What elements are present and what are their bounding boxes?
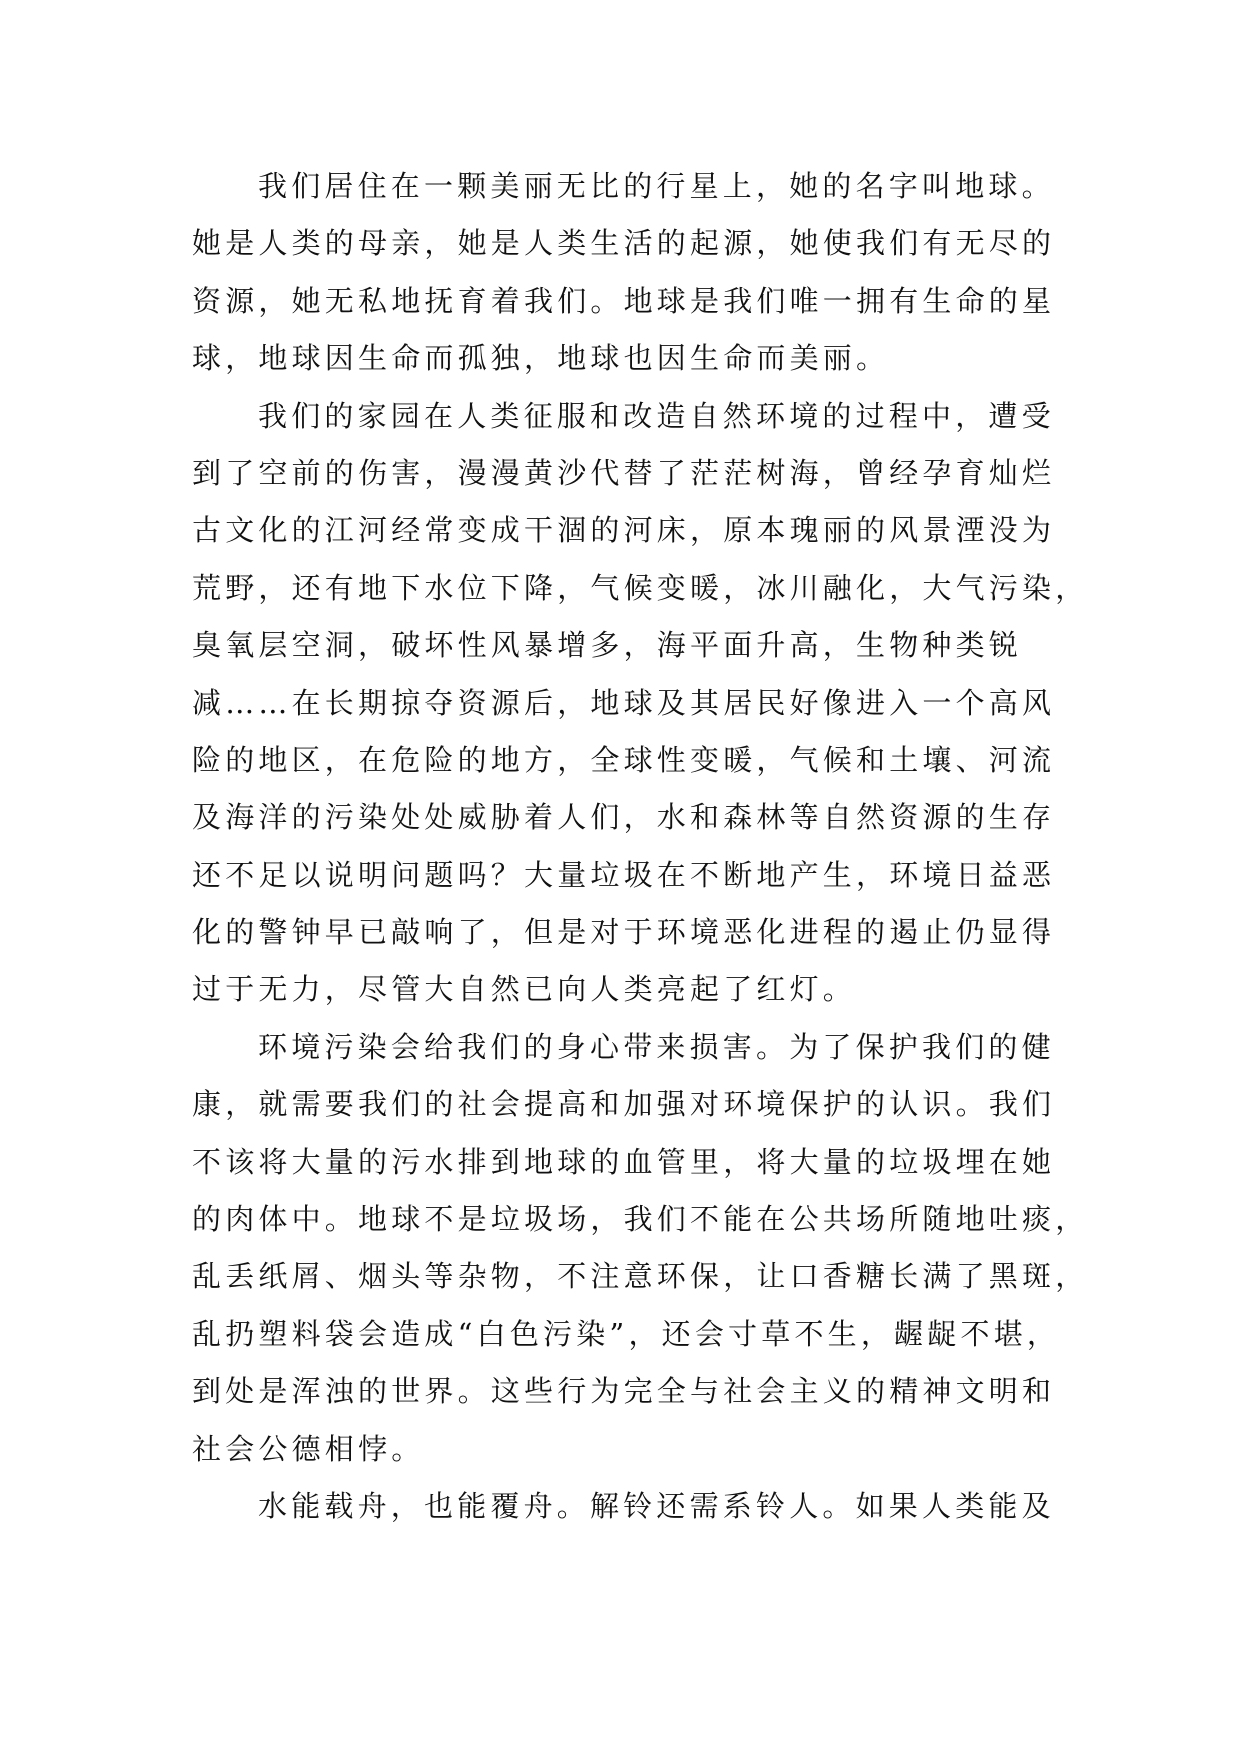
text-line: 古文化的江河经常变成干涸的河床，原本瑰丽的风景湮没为 xyxy=(192,513,1056,548)
document-body xyxy=(192,158,1089,1535)
text-line: 及海洋的污染处处威胁着人们，水和森林等自然资源的生存 xyxy=(192,800,1056,835)
text-line: 不该将大量的污水排到地球的血管里，将大量的垃圾埋在她 xyxy=(192,1144,1056,1179)
paragraph-1 xyxy=(192,158,1067,388)
text-line: 到处是浑浊的世界。这些行为完全与社会主义的精神文明和 xyxy=(192,1374,1056,1409)
text-line: 还不足以说明问题吗？大量垃圾在不断地产生，环境日益恶 xyxy=(192,857,1056,892)
text-line: 社会公德相悖。 xyxy=(192,1431,425,1466)
text-line: 减……在长期掠夺资源后，地球及其居民好像进入一个高风 xyxy=(192,685,1056,720)
text-line: 她是人类的母亲，她是人类生活的起源，她使我们有无尽的 xyxy=(192,226,1056,261)
text-line: 资源，她无私地抚育着我们。地球是我们唯一拥有生命的星 xyxy=(192,283,1056,318)
text-line: 的肉体中。地球不是垃圾场，我们不能在公共场所随地吐痰， xyxy=(192,1202,1089,1237)
text-line: 到了空前的伤害，漫漫黄沙代替了茫茫树海，曾经孕育灿烂 xyxy=(192,455,1056,490)
text-line: 化的警钟早已敲响了，但是对于环境恶化进程的遏止仍显得 xyxy=(192,915,1056,950)
text-line: 过于无力，尽管大自然已向人类亮起了红灯。 xyxy=(192,972,857,1007)
text-line: 乱丢纸屑、烟头等杂物，不注意环保，让口香糖长满了黑斑， xyxy=(192,1259,1089,1294)
text-line: 乱扔塑料袋会造成“白色污染”，还会寸草不生，龌龊不堪， xyxy=(192,1316,1061,1351)
text-line: 水能载舟，也能覆舟。解铃还需系铃人。如果人类能及 xyxy=(258,1488,1055,1523)
paragraph-2 xyxy=(192,388,1089,1019)
text-line: 臭氧层空洞，破坏性风暴增多，海平面升高，生物种类锐 xyxy=(192,628,1023,663)
text-line: 康，就需要我们的社会提高和加强对环境保护的认识。我们 xyxy=(192,1087,1056,1122)
paragraph-4 xyxy=(192,1478,1067,1535)
text-line: 我们的家园在人类征服和改造自然环境的过程中，遭受 xyxy=(258,398,1055,433)
text-line: 险的地区，在危险的地方，全球性变暖，气候和土壤、河流 xyxy=(192,742,1056,777)
text-line: 球，地球因生命而孤独，地球也因生命而美丽。 xyxy=(192,341,890,376)
text-line: 荒野，还有地下水位下降，气候变暖，冰川融化，大气污染， xyxy=(192,570,1089,605)
text-line: 我们居住在一颗美丽无比的行星上，她的名字叫地球。 xyxy=(258,169,1055,203)
paragraph-3 xyxy=(192,1019,1089,1478)
text-line: 环境污染会给我们的身心带来损害。为了保护我们的健 xyxy=(258,1029,1055,1064)
